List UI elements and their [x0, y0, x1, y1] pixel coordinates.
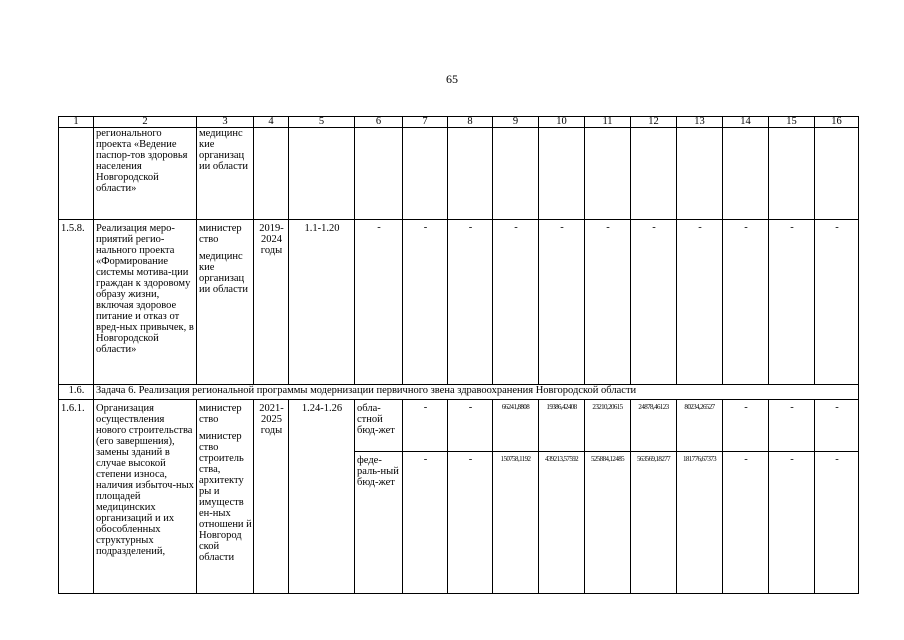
value-dash: -: [631, 220, 677, 385]
value-dash: -: [585, 220, 631, 385]
value-dash: -: [403, 452, 448, 594]
row-code: 1.6.1.: [59, 400, 94, 594]
value-dash: -: [403, 220, 448, 385]
header-cell: 2: [94, 117, 197, 128]
amount-cell: 525884,12485: [585, 452, 631, 594]
amount-cell: 24878,46123: [631, 400, 677, 452]
header-cell: 10: [539, 117, 585, 128]
executor: медицинс кие организац ии области: [197, 128, 254, 220]
indicators: 1.24-1.26: [289, 400, 355, 594]
indicators: 1.1-1.20: [289, 220, 355, 385]
amount-cell: 181776,67373: [677, 452, 723, 594]
value-dash: -: [448, 220, 493, 385]
value-dash: -: [493, 220, 539, 385]
value-dash: -: [769, 220, 815, 385]
header-cell: 11: [585, 117, 631, 128]
header-cell: 16: [815, 117, 859, 128]
row-code: 1.5.8.: [59, 220, 94, 385]
header-row: [59, 117, 859, 128]
measure-name: Реализация меро-приятий регио-нального проекта «Формирование системы мотива-ции граждан к здоровому образу жизни, включая здоровое питание и отказ от вред-ных привычек, в Новгородской области»: [94, 220, 197, 385]
task-row: [59, 385, 859, 400]
period: 2019-2024 годы: [254, 220, 289, 385]
header-cell: 4: [254, 117, 289, 128]
header-cell: 13: [677, 117, 723, 128]
funding-source: феде-раль-ный бюд-жет: [355, 452, 403, 594]
amount-cell: 563569,18277: [631, 452, 677, 594]
value-dash: -: [815, 452, 859, 594]
header-cell: 14: [723, 117, 769, 128]
executor: министер ство: [199, 223, 242, 245]
value-dash: -: [723, 220, 769, 385]
value-dash: -: [815, 220, 859, 385]
header-cell: 6: [355, 117, 403, 128]
value-dash: -: [769, 400, 815, 452]
header-cell: 5: [289, 117, 355, 128]
executor: медицинс кие организац ии области: [199, 251, 248, 295]
value-dash: -: [448, 452, 493, 594]
header-cell: 7: [403, 117, 448, 128]
header-cell: 9: [493, 117, 539, 128]
program-table: [58, 116, 859, 594]
header-cell: 12: [631, 117, 677, 128]
amount-cell: 439213,57592: [539, 452, 585, 594]
value-dash: -: [677, 220, 723, 385]
task-title: Задача 6. Реализация региональной программы модернизации первичного звена здравоохранения Новгородской области: [94, 385, 859, 400]
amount-cell: 19386,42408: [539, 400, 585, 452]
table-row: [59, 400, 859, 452]
period: 2021-2025 годы: [254, 400, 289, 594]
row-code: 1.6.: [59, 385, 94, 400]
table-row: [59, 128, 859, 220]
header-cell: 15: [769, 117, 815, 128]
value-dash: -: [539, 220, 585, 385]
header-cell: 1: [59, 117, 94, 128]
value-dash: -: [723, 400, 769, 452]
page-number: 65: [446, 72, 458, 86]
measure-name: регионального проекта «Ведение паспор-тов здоровья населения Новгородской области»: [94, 128, 197, 220]
funding-source: обла-стной бюд-жет: [355, 400, 403, 452]
amount-cell: 80234,26527: [677, 400, 723, 452]
value-dash: -: [815, 400, 859, 452]
header-cell: 3: [197, 117, 254, 128]
value-dash: -: [723, 452, 769, 594]
measure-name: Организация осуществления нового строительства (его завершения), замены зданий в случае высокой степени износа, наличия избыточ-ных площадей медицинских организаций и их обособленных структурных подразделений,: [94, 400, 197, 594]
value-dash: -: [769, 452, 815, 594]
amount-cell: 23210,20615: [585, 400, 631, 452]
value-dash: -: [448, 400, 493, 452]
header-cell: 8: [448, 117, 493, 128]
value-dash: -: [403, 400, 448, 452]
amount-cell: 150758,1192: [493, 452, 539, 594]
amount-cell: 66241,8808: [493, 400, 539, 452]
value-dash: -: [355, 220, 403, 385]
table-row: [59, 220, 859, 385]
executor: министер ство: [199, 403, 242, 425]
executor: министер ство строитель ства, архитекту ры и имуществ ен-ных отношени й Новгород ской области: [199, 431, 252, 563]
